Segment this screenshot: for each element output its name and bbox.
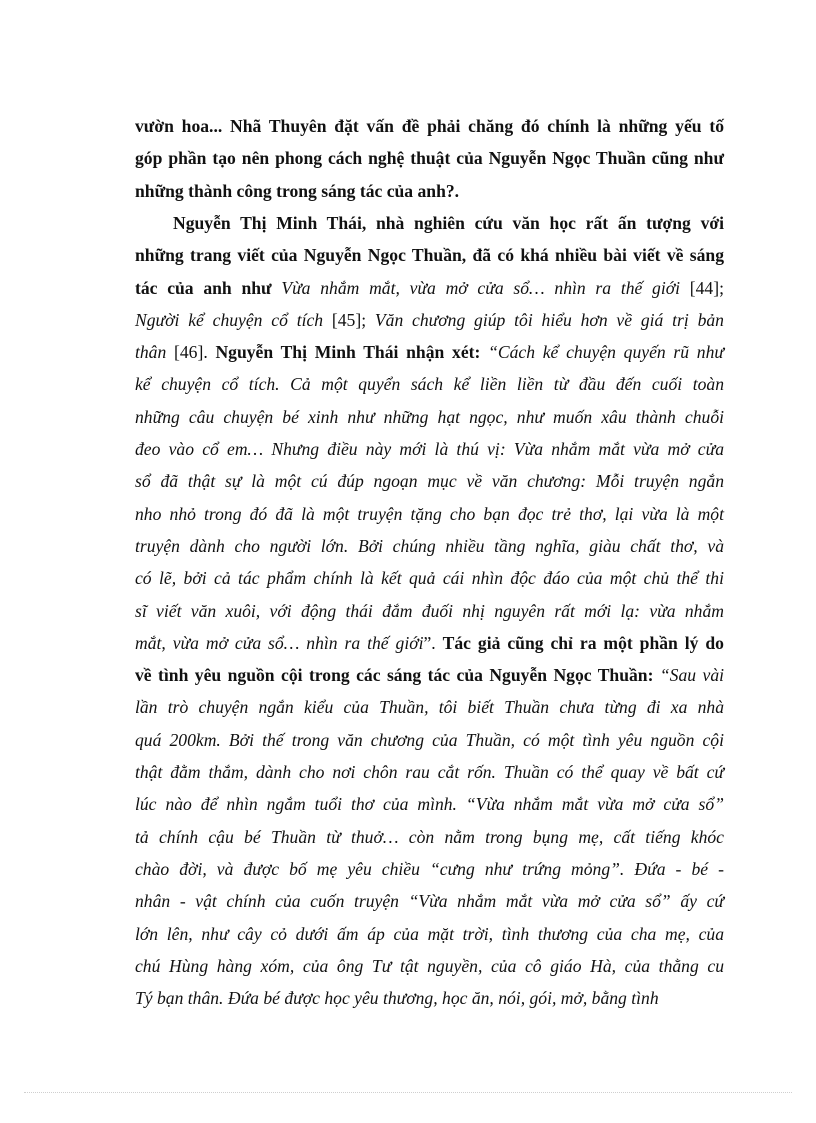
- text-run: “Cách kể chuyện quyến rũ như: [488, 342, 724, 363]
- text-run: Nguyễn Thị Minh Thái, nhà nghiên cứu văn học rất ấn tượng với: [173, 212, 724, 233]
- text-line: [135, 595, 724, 627]
- text-run: [46].: [166, 342, 216, 363]
- text-run: đeo vào cổ em… Nhưng điều này mới là thú vị: Vừa nhắm mắt vừa mở cửa: [135, 439, 724, 459]
- text-run: tả chính cậu bé Thuần từ thuở… còn nằm trong bụng mẹ, cất tiếng khóc: [135, 826, 724, 847]
- text-run: Tý bạn thân. Đứa bé được học yêu thương, học ăn, nói, gói, mở, bằng tình: [135, 988, 659, 1009]
- text-line: [135, 627, 724, 659]
- text-run: lúc nào để nhìn ngắm tuổi thơ của mình. “Vừa nhắm mắt vừa mở cửa sổ”: [135, 794, 724, 815]
- text-line: [135, 659, 724, 691]
- text-line: [135, 788, 724, 820]
- text-run: những trang viết của Nguyễn Ngọc Thuần, đã có khá nhiều bài viết về sáng: [135, 245, 724, 266]
- text-run: những câu chuyện bé xinh như những hạt ngọc, như muốn xâu thành chuỗi: [135, 406, 724, 427]
- text-line: [135, 272, 724, 304]
- text-run: lớn lên, như cây cỏ dưới ấm áp của mặt trời, tình thương của cha mẹ, của: [135, 923, 724, 944]
- text-line: [173, 207, 724, 239]
- text-run: Vừa nhắm mắt, vừa mở cửa sổ… nhìn ra thế giới: [281, 277, 681, 298]
- text-run: có lẽ, bởi cả tác phẩm chính là kết quả cái nhìn độc đáo của một chủ thể thi: [135, 568, 724, 589]
- text-run: truyện dành cho người lớn. Bởi chúng nhiều tầng nghĩa, giàu chất thơ, và: [135, 535, 724, 556]
- page-bottom-dotted-rule: [24, 1092, 792, 1093]
- text-line: [135, 691, 724, 723]
- text-run: “Sau vài: [659, 665, 724, 686]
- text-run: [44];: [680, 277, 724, 298]
- text-run: sĩ viết văn xuôi, với động thái đắm đuối nhị nguyên rất mới lạ: vừa nhắm: [135, 600, 724, 621]
- text-line: [135, 433, 724, 465]
- text-run: góp phần tạo nên phong cách nghệ thuật của Nguyễn Ngọc Thuần cũng như: [135, 148, 724, 169]
- text-run: Nguyễn Thị Minh Thái nhận xét:: [215, 342, 489, 363]
- text-run: Văn chương giúp tôi hiểu hơn về giá trị bản: [374, 309, 724, 330]
- text-run: Người kể chuyện cổ tích: [135, 309, 324, 330]
- text-line: [135, 950, 724, 982]
- text-line: [135, 724, 724, 756]
- text-line: [135, 336, 724, 368]
- text-run: mắt, vừa mở cửa sổ… nhìn ra thế giới: [135, 632, 424, 653]
- text-run: lần trò chuyện ngắn kiểu của Thuần, tôi biết Thuần chưa từng đi xa nhà: [135, 697, 724, 718]
- text-run: nho nhỏ trong đó đã là một truyện tặng cho bạn đọc trẻ thơ, lại vừa là một: [135, 503, 724, 524]
- text-line: [135, 530, 724, 562]
- text-line: [135, 853, 724, 885]
- text-run: quá 200km. Bởi thế trong văn chương của Thuần, có một tình yêu nguồn cội: [135, 729, 724, 750]
- text-line: [135, 401, 724, 433]
- text-line: [135, 918, 724, 950]
- text-line: [135, 175, 724, 207]
- text-line: [135, 885, 724, 917]
- text-run: về tình yêu nguồn cội trong các sáng tác của Nguyễn Ngọc Thuần:: [135, 665, 660, 686]
- text-run: tác của anh như: [135, 277, 282, 298]
- text-run: thật đằm thắm, dành cho nơi chôn rau cắt rốn. Thuần có thể quay về bất cứ: [135, 762, 724, 782]
- text-line: [135, 756, 724, 788]
- text-line: [135, 562, 724, 594]
- text-run: những thành công trong sáng tác của anh?.: [135, 180, 460, 201]
- text-run: kể chuyện cổ tích. Cả một quyển sách kể liền liền từ đầu đến cuối toàn: [135, 374, 724, 395]
- text-run: vườn hoa... Nhã Thuyên đặt vấn đề phải chăng đó chính là những yếu tố: [135, 116, 724, 136]
- text-line: [135, 821, 724, 853]
- text-run: Tác giả cũng chỉ ra một phần lý do: [442, 632, 724, 653]
- text-line: [135, 368, 724, 400]
- text-line: [135, 982, 724, 1014]
- text-line: [135, 239, 724, 271]
- text-run: sổ đã thật sự là một cú đúp ngoạn mục về văn chương: Mỗi truyện ngắn: [135, 471, 724, 492]
- text-run: chú Hùng hàng xóm, của ông Tư tật nguyền, của cô giáo Hà, của thằng cu: [135, 955, 724, 976]
- text-line: [135, 142, 724, 174]
- text-run: ”.: [423, 632, 443, 653]
- text-run: thân: [135, 342, 167, 363]
- text-line: [135, 304, 724, 336]
- text-line: [135, 498, 724, 530]
- text-run: [45];: [323, 309, 375, 330]
- text-run: chào đời, và được bố mẹ yêu chiều “cưng như trứng mỏng”. Đứa - bé -: [135, 858, 724, 879]
- text-line: [135, 110, 724, 142]
- text-run: nhân - vật chính của cuốn truyện “Vừa nhắm mắt vừa mở cửa sổ” ấy cứ: [135, 891, 724, 912]
- text-line: [135, 465, 724, 497]
